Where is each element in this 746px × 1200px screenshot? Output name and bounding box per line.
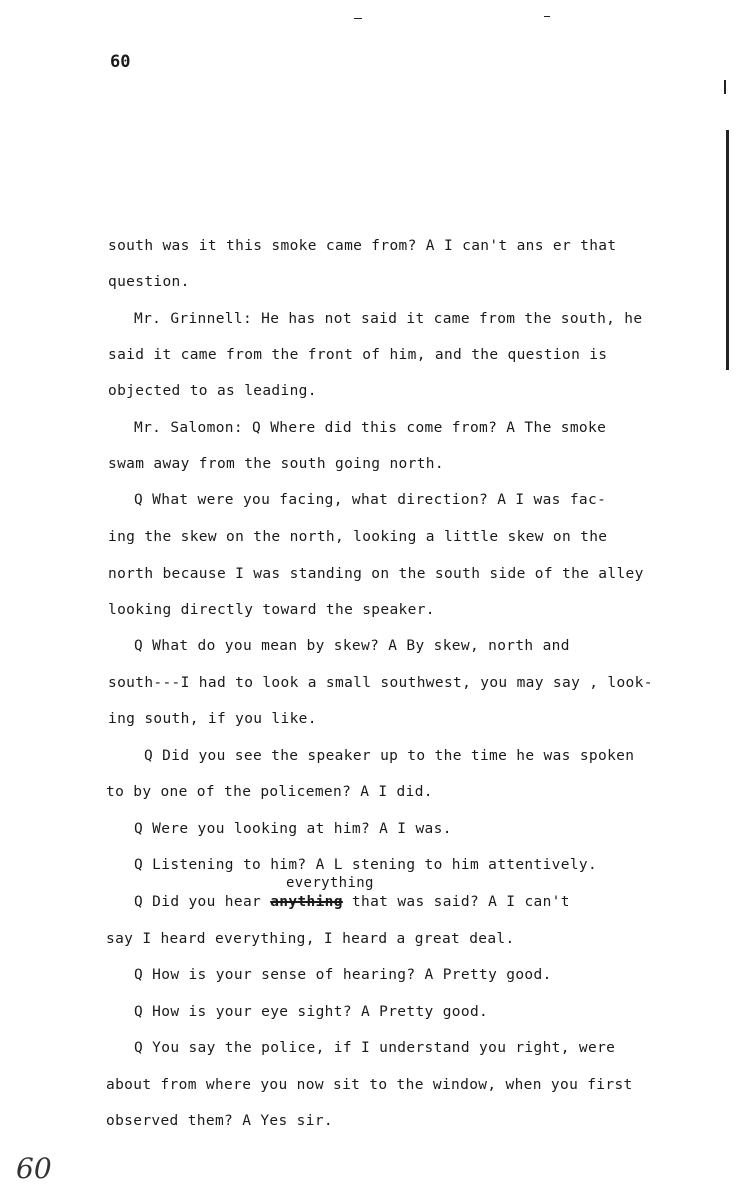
transcript-line: swam away from the south going north. (108, 456, 444, 472)
transcript-line: north because I was standing on the south side of the alley (108, 566, 644, 582)
transcript-line: Q Listening to him? A L stening to him attentively. (134, 857, 598, 873)
transcript-line: to by one of the policemen? A I did. (106, 784, 433, 800)
transcript-line: Q How is your eye sight? A Pretty good. (134, 1004, 489, 1020)
corrected-line-end: that was said? A I can't (342, 894, 570, 910)
edge-mark (724, 80, 726, 94)
transcript-line: objected to as leading. (108, 383, 317, 399)
transcript-line: south was it this smoke came from? A I can't ans er that (108, 238, 617, 254)
transcript-line: Q Were you looking at him? A I was. (134, 821, 452, 837)
transcript-line: Q How is your sense of hearing? A Pretty good. (134, 967, 552, 983)
page-number: 60 (110, 52, 131, 72)
transcript-line: ing the skew on the north, looking a little skew on the (108, 529, 608, 545)
transcript-line: Q You say the police, if I understand you right, were (134, 1040, 616, 1056)
handwritten-page-number: 60 (16, 1152, 52, 1185)
scan-speck (544, 16, 550, 17)
inserted-correction: everything (286, 875, 374, 891)
corrected-line-start: Q Did you hear (134, 894, 271, 910)
corrected-line (134, 894, 570, 910)
transcript-line: Q Did you see the speaker up to the time he was spoken (144, 748, 635, 764)
transcript-line: observed them? A Yes sir. (106, 1113, 333, 1129)
scan-speck (354, 18, 362, 19)
transcript-line: Mr. Grinnell: He has not said it came from the south, he (134, 311, 643, 327)
transcript-line: question. (108, 274, 190, 290)
transcript-line: Mr. Salomon: Q Where did this come from? A The smoke (134, 420, 607, 436)
transcript-line: Q What do you mean by skew? A By skew, north and (134, 638, 570, 654)
transcript-line: said it came from the front of him, and the question is (108, 347, 608, 363)
transcript-line: say I heard everything, I heard a great deal. (106, 931, 515, 947)
transcript-line: south---I had to look a small southwest, you may say , look- (108, 675, 653, 691)
transcript-line: ing south, if you like. (108, 711, 317, 727)
transcript-line: looking directly toward the speaker. (108, 602, 435, 618)
transcript-line: Q What were you facing, what direction? A I was fac- (134, 492, 607, 508)
edge-mark (726, 130, 729, 370)
struck-word: anything (270, 894, 343, 910)
transcript-line: about from where you now sit to the window, when you first (106, 1077, 633, 1093)
